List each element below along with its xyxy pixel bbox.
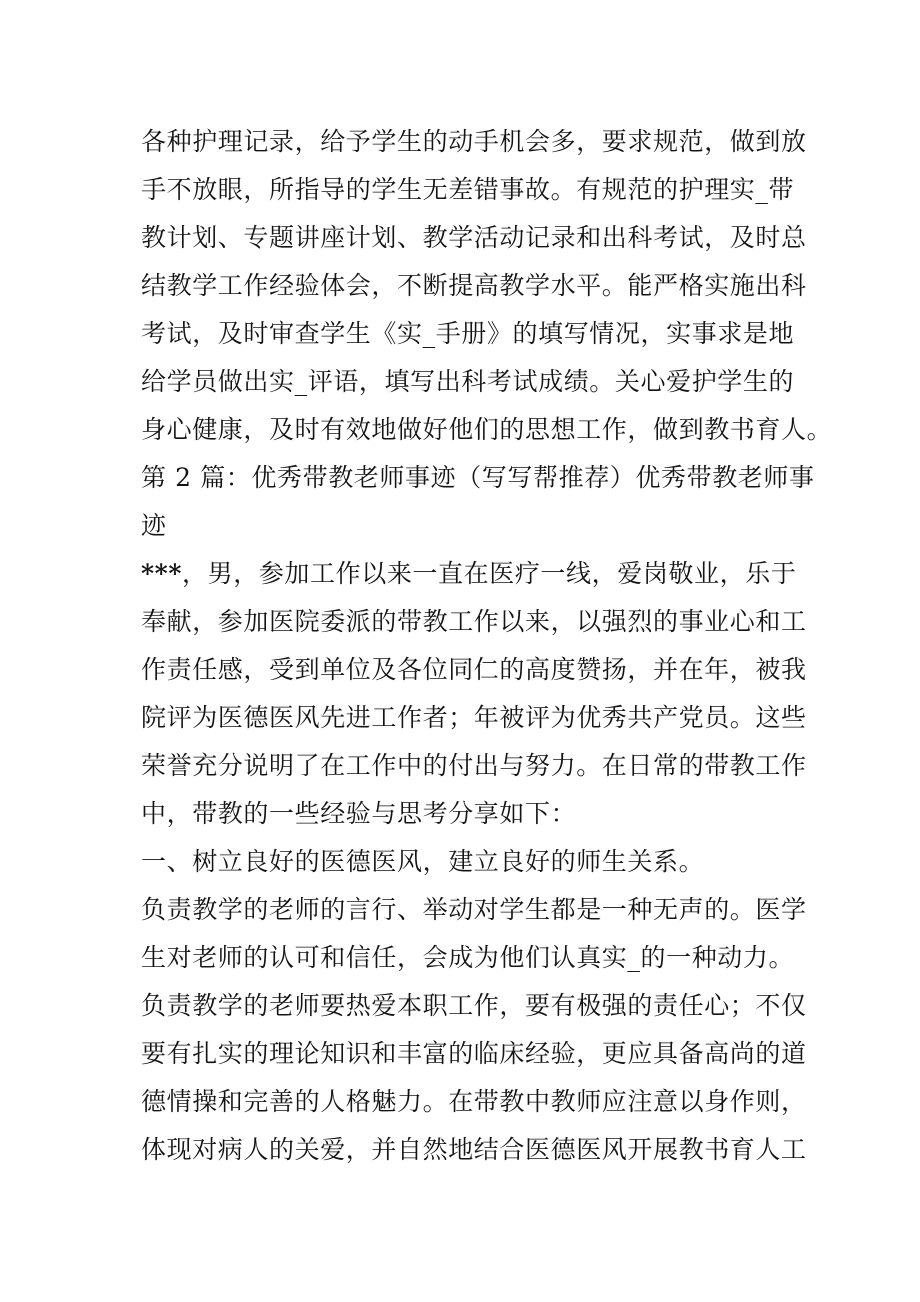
text-line-10-rest: ，男，参加工作以来一直在医疗一线，爱岗敬业，乐于 [182, 559, 797, 588]
text-line-21: 德情操和完善的人格魅力。在带教中教师应注意以身作则， [141, 1087, 807, 1116]
text-line-17: 负责教学的老师的言行、举动对学生都是一种无声的。医学 [141, 895, 807, 924]
subheading-line: 一、树立良好的医德医风，建立良好的师生关系。 [141, 847, 705, 876]
redacted-name: *** [141, 559, 183, 588]
text-line-11: 奉献，参加医院委派的带教工作以来，以强烈的事业心和工 [141, 607, 807, 636]
text-line-22: 体现对病人的关爱，并自然地结合医德医风开展教书育人工 [141, 1135, 807, 1164]
section-heading-line-1: 第 2 篇：优秀带教老师事迹（写写帮推荐）优秀带教老师事 [141, 463, 815, 492]
text-line-20: 要有扎实的理论知识和丰富的临床经验，更应具备高尚的道 [141, 1039, 807, 1068]
body-text [141, 118, 833, 1174]
text-line-15: 中，带教的一些经验与思考分享如下： [141, 799, 577, 828]
text-line-5: 考试，及时审查学生《实_手册》的填写情况，实事求是地 [141, 319, 795, 348]
text-line-13: 院评为医德医风先进工作者；年被评为优秀共产党员。这些 [141, 703, 807, 732]
text-line-1: 各种护理记录，给予学生的动手机会多，要求规范，做到放 [141, 127, 807, 156]
text-line-18: 生对老师的认可和信任，会成为他们认真实_的一种动力。 [141, 943, 795, 972]
text-line-2: 手不放眼，所指导的学生无差错事故。有规范的护理实_带 [141, 175, 795, 204]
text-line-6: 给学员做出实_评语，填写出科考试成绩。关心爱护学生的 [141, 367, 795, 396]
section-heading-line-2: 迹 [141, 511, 167, 540]
text-line-10 [141, 550, 797, 598]
text-line-7: 身心健康，及时有效地做好他们的思想工作，做到教书育人。 [141, 415, 833, 444]
text-line-4: 结教学工作经验体会，不断提高教学水平。能严格实施出科 [141, 271, 807, 300]
text-line-3: 教计划、专题讲座计划、教学活动记录和出科考试，及时总 [141, 223, 807, 252]
text-line-19: 负责教学的老师要热爱本职工作，要有极强的责任心；不仅 [141, 991, 807, 1020]
text-line-14: 荣誉充分说明了在工作中的付出与努力。在日常的带教工作 [141, 751, 807, 780]
text-line-12: 作责任感，受到单位及各位同仁的高度赞扬，并在年，被我 [141, 655, 807, 684]
